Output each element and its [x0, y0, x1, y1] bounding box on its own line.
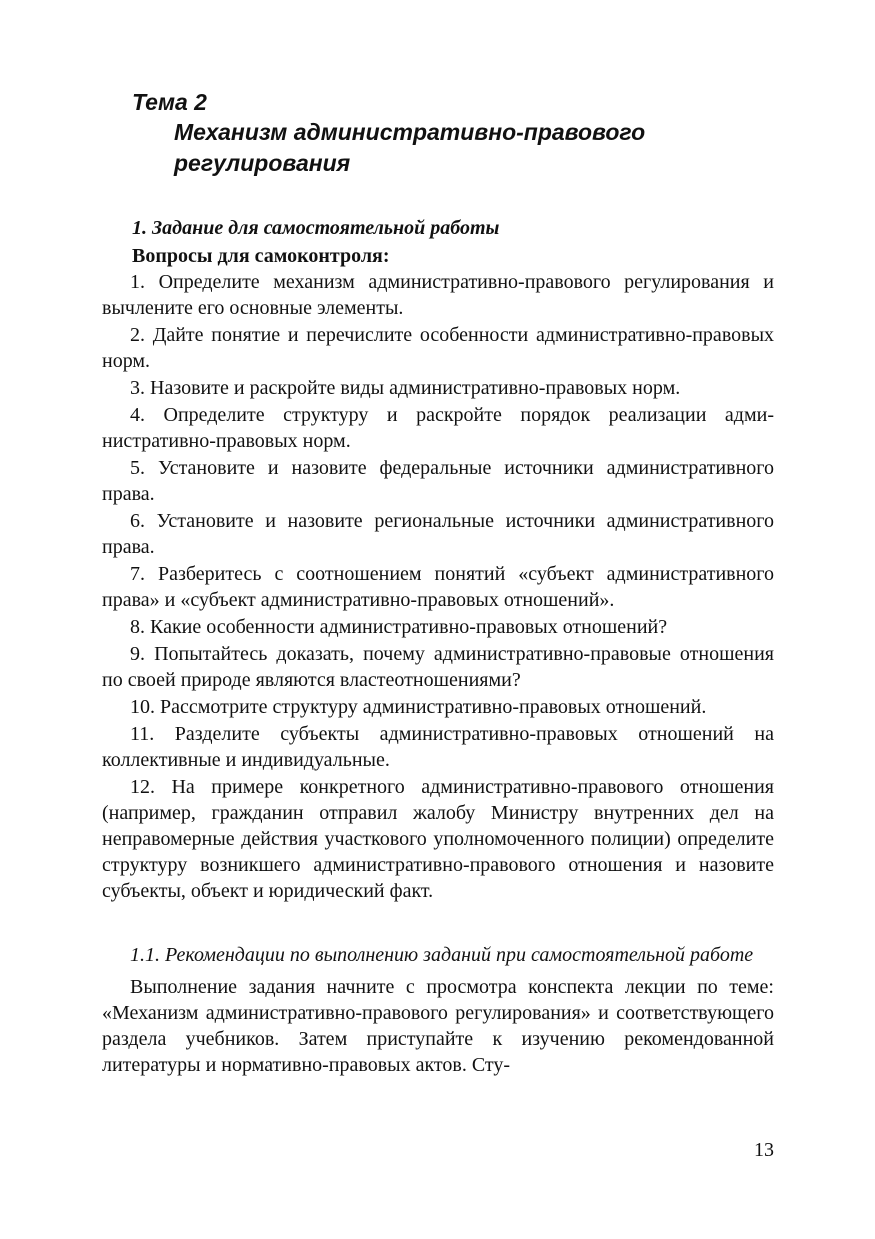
questions-heading: Вопросы для самоконтроля: [132, 245, 390, 267]
question-item: 1. Определите механизм административно-правового регулирования и вычлените его основные элементы. [102, 271, 774, 319]
section-heading: 1. Задание для самостоятельной работы [132, 217, 500, 239]
question-item: 4. Определите структуру и раскройте порядок реализации административно-правовых норм. [102, 404, 774, 452]
question-item: 10. Рассмотрите структуру административно-правовых отношений. [130, 696, 707, 718]
question-item: 11. Разделите субъекты административно-правовых отношений на коллективные и индивидуальные. [102, 723, 774, 771]
question-item: 12. На примере конкретного административно-правового отношения (например, гражданин отправил жалобу Министру внутренних дел на неправомерные действия участкового уполномоченного полиции) определите структуру возникшего административно-правового отношения и назовите субъекты, объект и юридический факт. [102, 776, 774, 902]
question-item: 6. Установите и назовите региональные источники административного права. [102, 510, 774, 558]
subsection-paragraph: Выполнение задания начните с просмотра конспекта лекции по теме: «Механизм административно-правового регулирования» и соответствующего раздела учебников. Затем приступайте к изучению рекомендованной литературы и нормативно-правовых актов. Сту- [102, 976, 774, 1076]
question-item: 7. Разберитесь с соотношением понятий «субъект административного права» и «субъект административно-правовых отношений». [102, 563, 774, 611]
question-item: 9. Попытайтесь доказать, почему административно-правовые отношения по своей природе являются властеотношениями? [102, 643, 774, 691]
question-item: 3. Назовите и раскройте виды административно-правовых норм. [130, 377, 681, 399]
document-page [102, 88, 774, 1078]
topic-title: Механизм административно-правового регулирования [174, 119, 646, 176]
page-number: 13 [754, 1139, 774, 1161]
questions-list [102, 269, 774, 904]
question-item: 5. Установите и назовите федеральные источники административного права. [102, 457, 774, 505]
subsection-heading: 1.1. Рекомендации по выполнению заданий при самостоятельной работе [130, 944, 754, 966]
topic-label: Тема 2 [132, 89, 207, 115]
question-item: 8. Какие особенности административно-правовых отношений? [130, 616, 668, 638]
question-item: 2. Дайте понятие и перечислите особенности административно-правовых норм. [102, 324, 774, 372]
